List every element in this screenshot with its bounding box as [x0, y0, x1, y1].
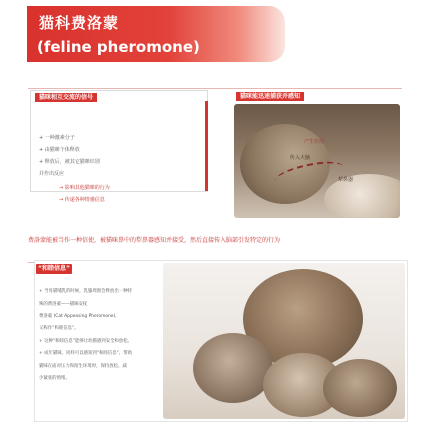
- title-banner: [27, 6, 285, 62]
- sense-panel: [232, 90, 402, 218]
- list-item: + 这种“和睦信息”能够让幼猫感到安全和放松。: [39, 338, 133, 344]
- list-item: + 成年猫咪，同样可以感知到“和睦信息”，帮助: [39, 351, 133, 357]
- list-item: 殊的费洛蒙——猫咪安抚: [39, 301, 88, 307]
- kitten-shape: [193, 333, 273, 403]
- signal-panel: [30, 90, 208, 203]
- list-item: + 当母猫哺乳的时候，乳腺周围会释放出一种特: [39, 289, 132, 295]
- sense-panel-tag: 猫咪能迅速捕获并感知: [236, 92, 304, 101]
- cat-body-shape: [324, 174, 400, 218]
- signal-panel-tag: 猫咪相互交流的信号: [35, 93, 97, 102]
- label-brain: 传入大脑: [290, 155, 311, 161]
- mother-cat-kittens-photo: [163, 263, 405, 419]
- list-item: 费洛蒙 (Cat Appeasing Pheromone),: [39, 314, 117, 320]
- banner-subtitle: (feline pheromone): [37, 38, 200, 56]
- section-divider: [28, 88, 402, 89]
- cat-sniffing-illustration: [234, 104, 400, 218]
- list-item: 猫咪在面对压力和陌生环境时，保持放松、减: [39, 363, 127, 369]
- list-item: + 由猫咪个体释放: [39, 147, 80, 153]
- list-item: + 释放后，被其它猫咪识别: [39, 159, 100, 165]
- list-item: 少紧张的情绪。: [39, 376, 70, 382]
- explanation-text: 费洛蒙能被当作一种信使，被猫咪鼻中的犁鼻器感知并接受，然后直接传入脑部引发特定的行为: [28, 237, 281, 244]
- list-item: 又称作“和睦信息”。: [39, 326, 79, 332]
- kitten-shape: [323, 359, 397, 417]
- list-sub-item: → 传递各种情感信息: [59, 197, 105, 203]
- list-sub-item: → 影响其他猫咪的行为: [59, 185, 110, 191]
- harmony-tag: “和睦信息”: [36, 264, 72, 274]
- harmony-list: [39, 283, 159, 388]
- banner-title: 猫科费洛蒙: [39, 14, 120, 32]
- list-item: + 一种激素分子: [39, 135, 75, 141]
- label-effect: 产生作用: [304, 139, 325, 145]
- signal-list: [39, 129, 139, 209]
- list-item: 并作出反应: [39, 171, 65, 177]
- harmony-panel: [34, 260, 408, 422]
- label-vomeronasal: 犁鼻器: [338, 177, 354, 183]
- panel-red-edge: [205, 101, 208, 191]
